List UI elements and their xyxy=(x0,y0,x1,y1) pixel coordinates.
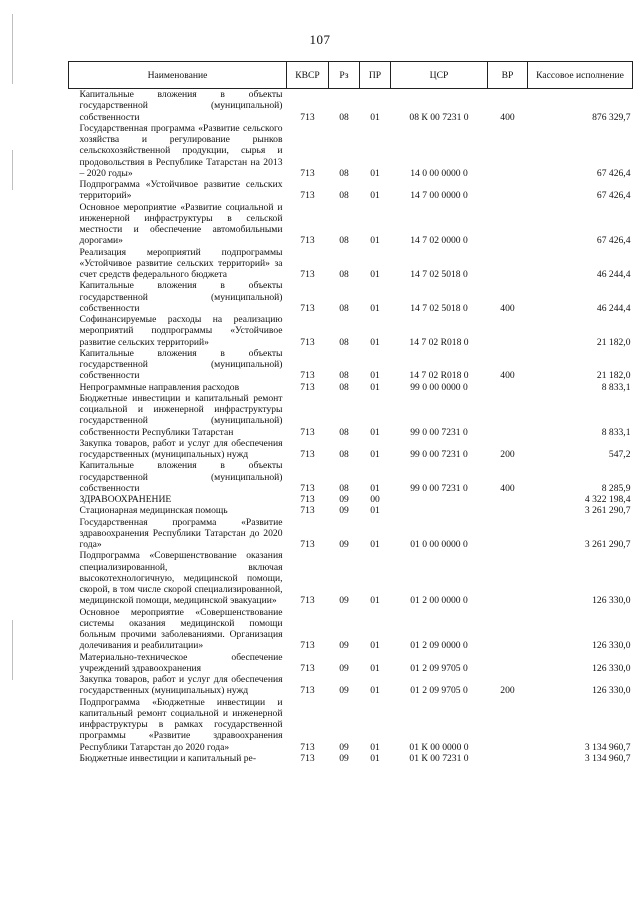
cell-vr: 400 xyxy=(500,370,515,382)
cell-csr: 08 К 00 7231 0 xyxy=(409,111,469,123)
cell-pr: 01 xyxy=(370,752,380,764)
cell-csr: 14 0 00 0000 0 xyxy=(410,167,468,179)
cell-sum: 67 426,4 xyxy=(596,235,631,247)
cell-name: Реализация мероприятий подпрограммы «Устойчивое развитие сельских территорий» за счет средств федерального бюджета xyxy=(79,246,283,280)
budget-execution-table xyxy=(68,61,633,764)
cell-rz: 08 xyxy=(339,482,349,494)
cell-kvsr: 713 xyxy=(300,370,315,382)
cell-name: Материально-техническое обеспечение учреждений здравоохранения xyxy=(79,651,283,674)
cell-name: Подпрограмма «Бюджетные инвестиции и капитальный ремонт социальной и инженерной инфраструктуры в рамках государственной программы «Развитие здравоохранения Республики Татарстан до 2020 года» xyxy=(79,696,283,753)
cell-vr xyxy=(488,753,528,764)
cell-kvsr: 713 xyxy=(300,302,315,314)
table-row xyxy=(69,652,633,675)
cell-sum: 3 261 290,7 xyxy=(584,539,631,550)
cell-name: Государственная программа «Развитие здравоохранения Республики Татарстан до 2020 года» xyxy=(79,516,283,550)
cell-sum: 8 833,1 xyxy=(601,381,631,393)
table-row xyxy=(69,179,633,202)
cell-vr xyxy=(488,494,528,505)
cell-csr: 14 7 02 R018 0 xyxy=(409,336,469,348)
cell-vr xyxy=(488,247,528,281)
cell-pr: 01 xyxy=(370,685,380,697)
cell-pr: 01 xyxy=(370,482,380,494)
table-row xyxy=(69,89,633,123)
cell-sum: 126 330,0 xyxy=(592,640,631,652)
cell-csr: 99 0 00 0000 0 xyxy=(410,381,468,393)
cell-rz: 08 xyxy=(339,269,349,280)
cell-name: Стационарная медицинская помощь xyxy=(79,505,228,517)
cell-name: Бюджетные инвестиции и капитальный ремонт социальной и инженерной инфраструктуры государственной (муниципальной) собственности Республики Татарстан xyxy=(79,392,283,438)
cell-sum: 876 329,7 xyxy=(592,111,631,123)
cell-name: Капитальные вложения в объекты государственной (муниципальной) собственности xyxy=(79,460,283,494)
cell-csr: 14 7 02 R018 0 xyxy=(409,370,469,382)
cell-vr xyxy=(488,202,528,247)
cell-kvsr: 713 xyxy=(300,426,315,438)
table-row xyxy=(69,550,633,606)
table-row xyxy=(69,517,633,551)
column-header-rz: Рз xyxy=(329,62,360,89)
cell-pr: 01 xyxy=(370,167,380,179)
cell-sum: 126 330,0 xyxy=(592,662,631,674)
cell-pr: 00 xyxy=(370,494,380,505)
table-row xyxy=(69,494,633,505)
cell-csr: 01 2 09 9705 0 xyxy=(410,685,468,697)
table-row xyxy=(69,753,633,764)
scan-margin-rule xyxy=(12,150,13,190)
cell-sum: 547,2 xyxy=(608,449,631,460)
cell-vr xyxy=(488,550,528,606)
cell-csr: 99 0 00 7231 0 xyxy=(410,449,468,460)
cell-kvsr: 713 xyxy=(300,741,315,753)
cell-rz: 09 xyxy=(339,685,349,697)
cell-rz: 09 xyxy=(339,640,349,652)
cell-kvsr: 713 xyxy=(300,482,315,494)
cell-rz: 08 xyxy=(339,370,349,382)
cell-csr: 01 К 00 0000 0 xyxy=(409,741,469,753)
cell-kvsr: 713 xyxy=(300,190,315,202)
table-row xyxy=(69,438,633,461)
column-header-kvsr: КВСР xyxy=(287,62,329,89)
cell-sum: 67 426,4 xyxy=(596,167,631,179)
cell-vr xyxy=(488,607,528,652)
cell-vr xyxy=(488,517,528,551)
cell-pr: 01 xyxy=(370,539,380,550)
cell-vr xyxy=(488,505,528,516)
table-row xyxy=(69,280,633,314)
cell-csr: 99 0 00 7231 0 xyxy=(410,482,468,494)
cell-rz: 09 xyxy=(339,662,349,674)
cell-name: Капитальные вложения в объекты государственной (муниципальной) собственности xyxy=(79,89,283,123)
table-row xyxy=(69,607,633,652)
cell-rz: 08 xyxy=(339,381,349,393)
cell-rz: 08 xyxy=(339,235,349,247)
cell-pr: 01 xyxy=(370,302,380,314)
cell-vr xyxy=(488,382,528,393)
cell-kvsr: 713 xyxy=(300,167,315,179)
cell-pr: 01 xyxy=(370,235,380,247)
cell-sum: 3 134 960,7 xyxy=(584,752,631,764)
cell-rz: 08 xyxy=(339,111,349,123)
table-header xyxy=(69,62,633,89)
cell-sum: 126 330,0 xyxy=(592,685,631,697)
cell-rz: 08 xyxy=(339,449,349,460)
cell-kvsr: 713 xyxy=(300,640,315,652)
cell-csr: 01 2 09 0000 0 xyxy=(410,640,468,652)
cell-name: Капитальные вложения в объекты государственной (муниципальной) собственности xyxy=(79,280,283,314)
cell-pr: 01 xyxy=(370,662,380,674)
cell-rz: 08 xyxy=(339,426,349,438)
cell-pr: 01 xyxy=(370,640,380,652)
table-row xyxy=(69,247,633,281)
cell-rz: 08 xyxy=(339,167,349,179)
cell-vr: 400 xyxy=(500,111,515,123)
cell-rz: 09 xyxy=(339,494,349,505)
cell-name: Бюджетные инвестиции и капитальный ре- xyxy=(79,752,257,764)
cell-sum: 8 285,9 xyxy=(601,482,631,494)
cell-vr: 400 xyxy=(500,482,515,494)
cell-vr xyxy=(488,179,528,202)
cell-vr xyxy=(488,314,528,348)
cell-kvsr: 713 xyxy=(300,595,315,607)
cell-sum: 3 134 960,7 xyxy=(584,741,631,753)
table-row xyxy=(69,202,633,247)
table-row xyxy=(69,393,633,438)
cell-sum: 21 182,0 xyxy=(596,370,631,382)
cell-sum: 67 426,4 xyxy=(596,190,631,202)
cell-kvsr: 713 xyxy=(300,336,315,348)
cell-vr xyxy=(488,652,528,675)
cell-name: Софинансируемые расходы на реализацию мероприятий подпрограммы «Устойчивое развитие сельских территорий» xyxy=(79,314,283,348)
cell-csr xyxy=(391,494,488,505)
cell-csr: 01 К 00 7231 0 xyxy=(409,752,469,764)
cell-vr xyxy=(488,393,528,438)
cell-name: Закупка товаров, работ и услуг для обеспечения государственных (муниципальных) нужд xyxy=(79,674,283,697)
cell-sum: 3 261 290,7 xyxy=(584,505,631,517)
cell-vr: 200 xyxy=(500,449,515,460)
cell-kvsr: 713 xyxy=(300,381,315,393)
table-row xyxy=(69,697,633,753)
table-row xyxy=(69,314,633,348)
cell-rz: 08 xyxy=(339,190,349,202)
cell-pr: 01 xyxy=(370,336,380,348)
cell-rz: 09 xyxy=(339,595,349,607)
cell-kvsr: 713 xyxy=(300,662,315,674)
cell-csr: 14 7 02 5018 0 xyxy=(410,269,468,280)
cell-pr: 01 xyxy=(370,741,380,753)
table-row xyxy=(69,460,633,494)
cell-csr: 01 2 09 9705 0 xyxy=(410,662,468,674)
column-header-sum: Кассовое исполнение xyxy=(528,62,633,89)
cell-kvsr: 713 xyxy=(300,752,315,764)
cell-csr: 99 0 00 7231 0 xyxy=(410,426,468,438)
cell-name: ЗДРАВООХРАНЕНИЕ xyxy=(79,494,172,505)
cell-csr xyxy=(391,505,488,516)
cell-pr: 01 xyxy=(370,381,380,393)
column-header-csr: ЦСР xyxy=(391,62,488,89)
cell-name: Закупка товаров, работ и услуг для обеспечения государственных (муниципальных) нужд xyxy=(79,437,283,460)
cell-name: Подпрограмма «Устойчивое развитие сельских территорий» xyxy=(79,179,283,202)
cell-pr: 01 xyxy=(370,269,380,280)
column-header-pr: ПР xyxy=(360,62,391,89)
table-body xyxy=(69,89,633,765)
cell-kvsr: 713 xyxy=(300,685,315,697)
cell-kvsr: 713 xyxy=(300,269,315,280)
cell-vr xyxy=(488,123,528,179)
cell-kvsr: 713 xyxy=(300,449,315,460)
cell-sum: 46 244,4 xyxy=(596,269,631,280)
cell-sum: 4 322 198,4 xyxy=(584,494,631,505)
table-row xyxy=(69,382,633,393)
cell-name: Государственная программа «Развитие сельского хозяйства и регулирование рынков сельскохозяйственной продукции, сырья и продовольствия в Республике Татарстан на 2013 – 2020 годы» xyxy=(79,122,283,179)
cell-sum: 126 330,0 xyxy=(592,595,631,607)
cell-pr: 01 xyxy=(370,505,380,517)
cell-vr: 400 xyxy=(500,302,515,314)
cell-pr: 01 xyxy=(370,449,380,460)
page-number: 107 xyxy=(309,32,331,47)
scan-margin-rule xyxy=(12,14,13,84)
cell-sum: 21 182,0 xyxy=(596,336,631,348)
cell-sum: 46 244,4 xyxy=(596,302,631,314)
cell-pr: 01 xyxy=(370,190,380,202)
cell-vr xyxy=(488,697,528,753)
cell-pr: 01 xyxy=(370,111,380,123)
cell-pr: 01 xyxy=(370,426,380,438)
table-row xyxy=(69,123,633,179)
cell-rz: 09 xyxy=(339,741,349,753)
cell-kvsr: 713 xyxy=(300,539,315,550)
scan-margin-rule xyxy=(12,620,13,680)
cell-kvsr: 713 xyxy=(300,111,315,123)
cell-kvsr: 713 xyxy=(300,494,315,505)
column-header-name: Наименование xyxy=(69,62,287,89)
cell-vr: 200 xyxy=(500,685,515,697)
cell-name: Непрограммные направления расходов xyxy=(79,381,240,393)
cell-rz: 09 xyxy=(339,752,349,764)
cell-csr: 14 7 02 0000 0 xyxy=(410,235,468,247)
cell-name: Основное мероприятие «Развитие социальной и инженерной инфраструктуры в сельской местности и обеспечение автомобильными дорогами» xyxy=(79,201,283,247)
cell-rz: 09 xyxy=(339,539,349,550)
cell-rz: 09 xyxy=(339,505,349,517)
cell-csr: 14 7 00 0000 0 xyxy=(410,190,468,202)
cell-rz: 08 xyxy=(339,302,349,314)
cell-sum: 8 833,1 xyxy=(601,426,631,438)
cell-kvsr: 713 xyxy=(300,235,315,247)
cell-rz: 08 xyxy=(339,336,349,348)
cell-pr: 01 xyxy=(370,370,380,382)
cell-csr: 01 2 00 0000 0 xyxy=(410,595,468,607)
cell-csr: 14 7 02 5018 0 xyxy=(410,302,468,314)
table-row xyxy=(69,348,633,382)
cell-kvsr: 713 xyxy=(300,505,315,517)
column-header-vr: ВР xyxy=(488,62,528,89)
cell-pr: 01 xyxy=(370,595,380,607)
cell-name: Капитальные вложения в объекты государственной (муниципальной) собственности xyxy=(79,347,283,382)
table-row xyxy=(69,674,633,697)
cell-csr: 01 0 00 0000 0 xyxy=(410,539,468,550)
cell-name: Основное мероприятие «Совершенствование системы оказания медицинской помощи больным прочими заболеваниями. Организация долечивания и реабилитации» xyxy=(79,606,283,652)
cell-name: Подпрограмма «Совершенствование оказания специализированной, включая высокотехнологичную, медицинской помощи, скорой, в том числе скорой специализированной, медицинской помощи, медицинской эвакуации» xyxy=(79,550,283,607)
table-row xyxy=(69,505,633,516)
